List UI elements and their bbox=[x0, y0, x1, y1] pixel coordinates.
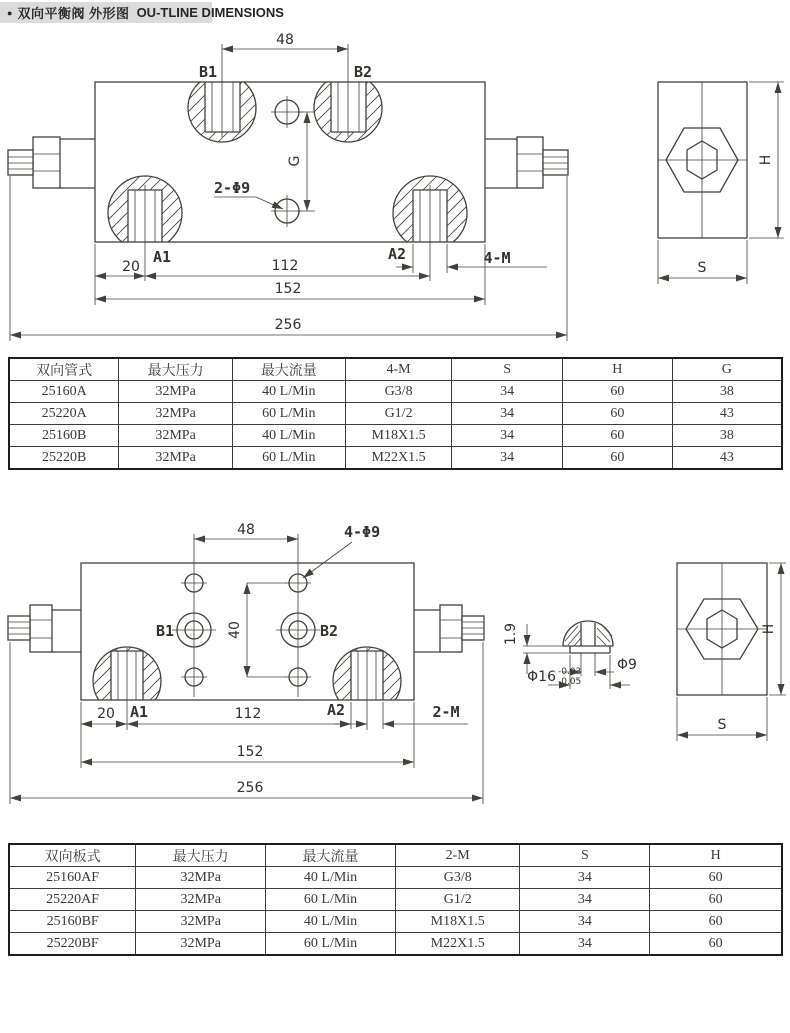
cell-model: 25160BF bbox=[9, 911, 136, 933]
dim-4m-value: 4-M bbox=[483, 249, 511, 267]
dim-48-value: 48 bbox=[276, 32, 294, 48]
dim-h bbox=[749, 82, 784, 238]
table-row bbox=[9, 381, 782, 403]
bullet-icon: ● bbox=[7, 7, 13, 18]
page-title-en: OU-TLINE DIMENSIONS bbox=[136, 5, 284, 20]
table-row bbox=[9, 447, 782, 470]
spec-table-plate bbox=[8, 843, 783, 956]
cell-pressure: 32MPa bbox=[119, 403, 233, 425]
dim-s-value: S bbox=[697, 260, 707, 276]
cell-model: 25220AF bbox=[9, 889, 136, 911]
cell-pressure: 32MPa bbox=[136, 889, 266, 911]
cell-h: 60 bbox=[562, 403, 672, 425]
a2-label: A2 bbox=[387, 245, 406, 263]
cell-s: 34 bbox=[452, 403, 563, 425]
column-header: 最大流量 bbox=[232, 358, 345, 381]
cell-s: 34 bbox=[520, 889, 650, 911]
dome-detail bbox=[503, 621, 637, 689]
page-title: 双向平衡阀 外形图 bbox=[17, 6, 130, 21]
cell-flow: 40 L/Min bbox=[232, 381, 345, 403]
column-header: 最大压力 bbox=[136, 844, 266, 867]
cell-flow: 60 L/Min bbox=[232, 447, 345, 470]
cell-thread: G3/8 bbox=[345, 381, 452, 403]
cell-h: 60 bbox=[562, 381, 672, 403]
left-adjuster bbox=[8, 605, 81, 652]
b2-label: B2 bbox=[354, 63, 373, 81]
table-row bbox=[9, 867, 782, 889]
column-header: S bbox=[452, 358, 563, 381]
cell-h: 60 bbox=[650, 933, 782, 956]
dim-phi16 bbox=[527, 655, 630, 689]
cell-g: 38 bbox=[672, 381, 782, 403]
cell-thread: G3/8 bbox=[395, 867, 519, 889]
cell-pressure: 32MPa bbox=[119, 425, 233, 447]
column-header: 2-M bbox=[395, 844, 519, 867]
dim-20-value: 20 bbox=[122, 259, 140, 275]
cell-h: 60 bbox=[562, 425, 672, 447]
dim-g-value: G bbox=[287, 155, 303, 167]
dim-s-value: S bbox=[717, 717, 727, 733]
dim-s bbox=[658, 240, 747, 284]
cell-thread: G1/2 bbox=[345, 403, 452, 425]
dim-phi9-value: Φ9 bbox=[617, 657, 637, 673]
dim-152-value: 152 bbox=[236, 744, 264, 760]
cell-s: 34 bbox=[520, 911, 650, 933]
dim-4m bbox=[396, 244, 547, 273]
dim-1-9 bbox=[503, 623, 527, 674]
table-row bbox=[9, 403, 782, 425]
cell-model: 25160B bbox=[9, 425, 119, 447]
column-header: 双向板式 bbox=[9, 844, 136, 867]
dim-48 bbox=[222, 32, 348, 49]
holes-callout bbox=[303, 523, 380, 578]
holes-callout bbox=[214, 179, 283, 209]
drawing-pipe-valve bbox=[0, 28, 790, 355]
cell-pressure: 32MPa bbox=[136, 911, 266, 933]
column-header: H bbox=[650, 844, 782, 867]
dim-48 bbox=[194, 522, 298, 539]
section-header bbox=[0, 2, 284, 23]
cell-model: 25160AF bbox=[9, 867, 136, 889]
cell-pressure: 32MPa bbox=[119, 381, 233, 403]
dim-152-value: 152 bbox=[274, 281, 302, 297]
dim-2m-value: 2-M bbox=[432, 703, 460, 721]
cell-g: 43 bbox=[672, 447, 782, 470]
cell-s: 34 bbox=[452, 381, 563, 403]
cell-model: 25220B bbox=[9, 447, 119, 470]
dim-phi16-tol-lower: -0.05 bbox=[558, 677, 582, 687]
right-adjuster bbox=[485, 137, 568, 188]
spec-table-pipe bbox=[8, 357, 783, 470]
dim-g bbox=[287, 112, 315, 211]
cell-thread: M22X1.5 bbox=[345, 447, 452, 470]
dim-1-9-value: 1.9 bbox=[503, 622, 519, 646]
dim-112-value: 112 bbox=[234, 706, 262, 722]
column-header: 双向管式 bbox=[9, 358, 119, 381]
column-header: H bbox=[562, 358, 672, 381]
dim-256-value: 256 bbox=[236, 780, 264, 796]
cell-thread: M22X1.5 bbox=[395, 933, 519, 956]
table-header-row bbox=[9, 358, 782, 381]
cell-g: 38 bbox=[672, 425, 782, 447]
right-adjuster bbox=[414, 605, 484, 652]
cell-h: 60 bbox=[650, 889, 782, 911]
dim-h-value: H bbox=[761, 623, 777, 635]
a1-label: A1 bbox=[153, 248, 172, 266]
dim-20-value: 20 bbox=[97, 706, 115, 722]
cell-thread: M18X1.5 bbox=[395, 911, 519, 933]
cell-pressure: 32MPa bbox=[136, 867, 266, 889]
cell-pressure: 32MPa bbox=[119, 447, 233, 470]
table-header-row bbox=[9, 844, 782, 867]
dim-40-value: 40 bbox=[227, 621, 243, 639]
cell-flow: 40 L/Min bbox=[232, 425, 345, 447]
column-header: G bbox=[672, 358, 782, 381]
cell-flow: 40 L/Min bbox=[266, 867, 396, 889]
column-header: 4-M bbox=[345, 358, 452, 381]
drawing-plate-valve bbox=[0, 500, 790, 830]
table-row bbox=[9, 425, 782, 447]
cell-pressure: 32MPa bbox=[136, 933, 266, 956]
cell-model: 25220A bbox=[9, 403, 119, 425]
a2-label: A2 bbox=[326, 701, 345, 719]
dim-h-value: H bbox=[758, 154, 774, 166]
holes-callout-label: 2-Φ9 bbox=[214, 179, 251, 197]
cell-g: 43 bbox=[672, 403, 782, 425]
cell-flow: 60 L/Min bbox=[266, 889, 396, 911]
table-row bbox=[9, 889, 782, 911]
cell-model: 25160A bbox=[9, 381, 119, 403]
cell-flow: 60 L/Min bbox=[232, 403, 345, 425]
dim-phi16-tol-upper: -0.03 bbox=[558, 667, 582, 677]
cell-h: 60 bbox=[562, 447, 672, 470]
b1-label: B1 bbox=[155, 622, 174, 640]
dim-48-value: 48 bbox=[237, 522, 255, 538]
cell-s: 34 bbox=[520, 933, 650, 956]
cell-s: 34 bbox=[520, 867, 650, 889]
column-header: 最大流量 bbox=[266, 844, 396, 867]
cell-thread: G1/2 bbox=[395, 889, 519, 911]
dim-s bbox=[677, 697, 767, 741]
cell-model: 25220BF bbox=[9, 933, 136, 956]
column-header: S bbox=[520, 844, 650, 867]
dim-112-value: 112 bbox=[271, 258, 299, 274]
cell-h: 60 bbox=[650, 911, 782, 933]
cell-s: 34 bbox=[452, 447, 563, 470]
a1-label: A1 bbox=[130, 703, 149, 721]
b1-label: B1 bbox=[198, 63, 217, 81]
b2-label: B2 bbox=[320, 622, 339, 640]
dim-20-112 bbox=[81, 702, 367, 768]
cell-thread: M18X1.5 bbox=[345, 425, 452, 447]
cell-s: 34 bbox=[452, 425, 563, 447]
holes-callout-label: 4-Φ9 bbox=[344, 523, 381, 541]
cell-flow: 60 L/Min bbox=[266, 933, 396, 956]
table-row bbox=[9, 933, 782, 956]
dim-phi16-value: Φ16 bbox=[527, 669, 556, 685]
cell-flow: 40 L/Min bbox=[266, 911, 396, 933]
side-view bbox=[658, 82, 784, 284]
side-view bbox=[677, 563, 786, 741]
dim-256-value: 256 bbox=[274, 317, 302, 333]
column-header: 最大压力 bbox=[119, 358, 233, 381]
cell-h: 60 bbox=[650, 867, 782, 889]
table-row bbox=[9, 911, 782, 933]
left-adjuster bbox=[8, 137, 95, 188]
dim-2m bbox=[334, 702, 468, 729]
